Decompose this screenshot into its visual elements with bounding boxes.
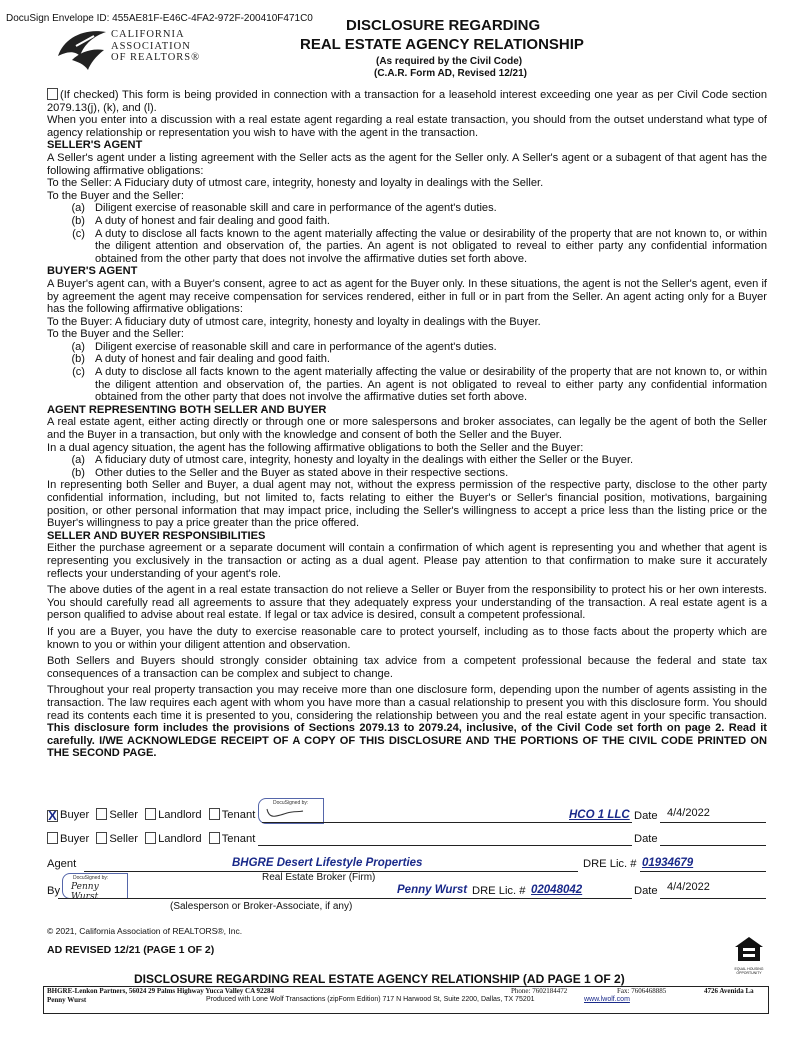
party-row-2: Buyer Seller Landlord Tenant [47,832,255,845]
docusign-signature-box-1[interactable]: DocuSigned by: [258,798,324,824]
buyer-paragraph-1: A Buyer's agent can, with a Buyer's consent, agree to act as agent for the Buyer only. In these situations, the agent is not the Seller's agent, even if by agreement the agent may receive compensation for services rendered, either in full or in part from the Seller. An agent acting only for a Buyer has the following affirmative obligations: [47,277,767,316]
agent-dre-number: 01934679 [642,857,694,869]
footer-property: 4726 Avenida La [704,987,754,995]
by-caption: (Salesperson or Broker-Associate, if any) [170,901,353,912]
buyer-agent-heading: BUYER'S AGENT [47,265,138,278]
date-value-3: 4/4/2022 [667,881,710,893]
buyer-paragraph-3: To the Buyer and the Seller: [47,328,184,341]
dual-paragraph-2: In a dual agency situation, the agent has the following affirmative obligations to both the Seller and the Buyer: [47,441,584,454]
revision-label: AD REVISED 12/21 (PAGE 1 OF 2) [47,944,215,956]
copyright: © 2021, California Association of REALTORS®, Inc. [47,926,243,936]
dual-item-b: (b) Other duties to the Seller and the Buyer as stated above in their respective sections. [71,466,509,479]
firm-caption: Real Estate Broker (Firm) [262,872,376,883]
by-name: Penny Wurst [397,884,468,896]
buyer-item-c: (c) A duty to disclose all facts known to the agent materially affecting the value or desirability of the property that are not known to, or within the diligent attention and observation of, the parties. An agent is not obligated to reveal to either party any confidential information obtained from the other party that does not involve the affirmative duties set forth above. [72,366,767,404]
date-label-2: Date [634,833,658,845]
leasehold-text: (If checked) This form is being provided in connection with a transaction for a leasehold interest exceeding one year as per Civil Code section 2079.13(j), (k), and (l). [47,89,767,114]
dual-paragraph-1: A real estate agent, either acting directly or through one or more salespersons and broker associates, can legally be the agent of both the Seller and the Buyer in a transaction, but only with the knowledge and consent of both the Seller and the Buyer. [47,416,767,442]
resp-paragraph-4: Both Sellers and Buyers should strongly consider obtaining tax advice from a competent professional because the federal and state tax consequences of a transaction can be complex and subject to change. [47,655,767,680]
equal-housing-icon [734,936,764,962]
buyer-item-b: (b) A duty of honest and fair dealing and good faith. [71,353,330,366]
buyer-item-a: (a) Diligent exercise of reasonable skill and care in performance of the agent's duties. [71,340,497,353]
dual-agent-heading: AGENT REPRESENTING BOTH SELLER AND BUYER [47,403,327,416]
date-value-1: 4/4/2022 [667,807,710,819]
tenant-checkbox-2[interactable] [209,832,220,844]
resp-paragraph-2: The above duties of the agent in a real estate transaction do not relieve a Seller or Buyer from the responsibility to protect his or her own interests. You should carefully read all agreements to assure that they adequately express your understanding of the transaction. A real estate agent is a person qualified to advise about real estate. If legal or tax advice is desired, consult a competent professional. [47,584,767,622]
intro-paragraph: When you enter into a discussion with a real estate agent regarding a real estate transaction, you should from the outset understand what type of agency relationship or representation you wish to have with the agent in the transaction. [47,114,767,139]
buyer-checkbox-1[interactable]: X [48,808,57,823]
resp-paragraph-5: Throughout your real property transaction you may receive more than one disclosure form, depending upon the number of agents assisting in the transaction. The law requires each agent with whom you have more than a casual relationship to present you with this disclosure form. You should read its contents each time it is presented to you, considering the relationship between you and the real estate agent in your specific transaction. This disclosure form includes the provisions of Sections 2079.13 to 2079.24, inclusive, of the Civil Code set forth on page 2. Read it carefully. I/WE ACKNOWLEDGE RECEIPT OF A COPY OF THIS DISCLOSURE AND THE PORTIONS OF THE CIVIL CODE PRINTED ON THE SECOND PAGE. [47,684,767,760]
seller-agent-heading: SELLER'S AGENT [47,139,143,152]
buyer-paragraph-2: To the Buyer: A fiduciary duty of utmost care, integrity, honesty and loyalty in dealings with the Buyer. [47,315,541,328]
party1-name: HCO 1 LLC [569,809,630,821]
footer-phone: Phone: 7602184472 [511,987,568,995]
docusign-signature-box-2[interactable]: DocuSigned by: Penny Wurst [62,873,128,899]
landlord-checkbox-2[interactable] [145,832,156,844]
by-dre-number: 02048042 [531,884,583,896]
by-dre-label: DRE Lic. # [472,885,526,897]
logo-line2: ASSOCIATION [111,40,191,52]
zipform-footer [43,986,769,1014]
seller-checkbox-2[interactable] [96,832,107,844]
subtitle-form-id: (C.A.R. Form AD, Revised 12/21) [374,68,528,79]
date-label-3: Date [634,885,658,897]
resp-paragraph-3: If you are a Buyer, you have the duty to exercise reasonable care to protect yourself, including as to those facts about the property which are known to you or within your diligent attention and observation. [47,625,767,651]
agent-label: Agent [47,858,77,870]
agent-dre-label: DRE Lic. # [583,858,637,870]
leasehold-checkbox[interactable] [47,88,58,100]
resp-paragraph-1: Either the purchase agreement or a separate document will contain a confirmation of which agent is representing you and whether that agent is representing you exclusively in the transaction or acting as a dual agent. Please pay attention to that confirmation to make sure it accurately reflects your understanding of your agent's role. [47,542,767,580]
landlord-checkbox-1[interactable] [145,808,156,820]
footer-agent: Penny Wurst [47,996,87,1004]
footer-office: BHGRE-Lenkon Partners, 56024 29 Palms Highway Yucca Valley CA 92284 [47,987,274,995]
seller-paragraph-3: To the Buyer and the Seller: [47,189,184,202]
tenant-checkbox-1[interactable] [209,808,220,820]
agent-firm: BHGRE Desert Lifestyle Properties [232,857,423,869]
acknowledgement-text: This disclosure form includes the provisions of Sections 2079.13 to 2079.24, inclusive, of the Civil Code set forth on page 2. Read it carefully. I/WE ACKNOWLEDGE RECEIPT OF A COPY OF THIS DISCLOSURE AND THE PORTIONS OF THE CIVIL CODE PRINTED ON THE SECOND PAGE. [47,722,767,760]
by-label: By [47,885,61,897]
logo-line3: OF REALTORS® [111,52,201,63]
dual-paragraph-3: In representing both Seller and Buyer, a dual agent may not, without the express permission of the respective party, disclose to the other party confidential information, including, but not limited to, facts relating to either the Buyer's or Seller's financial position, motivations, bargaining position, or other personal information that may impact price, including the Seller's willingness to accept a price less than the listing price or the Buyer's willingness to pay a price greater than the price offered. [47,479,767,530]
signature-scribble-icon [265,805,305,819]
bear-logo-icon [54,26,110,72]
seller-item-b: (b) A duty of honest and fair dealing and good faith. [71,214,330,227]
dual-item-a: (a) A fiduciary duty of utmost care, integrity, honesty and loyalty in the dealings with either the Seller or the Buyer. [71,454,634,467]
seller-item-c: (c) A duty to disclose all facts known to the agent materially affecting the value or desirability of the property that are not known to, or within the diligent attention and observation of, the parties. An agent is not obligated to reveal to either party any confidential information obtained from the other party that does not involve the affirmative duties set forth above. [72,227,767,265]
title-line2: REAL ESTATE AGENCY RELATIONSHIP [300,36,584,53]
logo-line1: CALIFORNIA [111,29,185,40]
date-label-1: Date [634,810,658,822]
footer-produced: Produced with Lone Wolf Transactions (zipForm Edition) 717 N Harwood St, Suite 2200, Dallas, TX 75201 [206,996,535,1003]
car-logo [54,26,244,72]
subtitle-civil-code: (As required by the Civil Code) [376,56,523,67]
footer-fax: Fax: 7606468885 [617,987,667,995]
buyer-checkbox-2[interactable] [47,832,58,844]
by-signature: Penny Wurst [71,882,99,902]
envelope-id: DocuSign Envelope ID: 455AE81F-E46C-4FA2-972F-200410F471C0 [6,13,313,24]
seller-paragraph-1: A Seller's agent under a listing agreement with the Seller acts as the agent for the Seller only. A Seller's agent or a subagent of that agent has the following affirmative obligations: [47,151,767,177]
seller-paragraph-2: To the Seller: A Fiduciary duty of utmost care, integrity, honesty and loyalty in dealings with the Seller. [47,177,544,190]
seller-item-a: (a) Diligent exercise of reasonable skill and care in performance of the agent's duties. [71,202,497,215]
responsibilities-heading: SELLER AND BUYER RESPONSIBILITIES [47,529,266,542]
footer-title: DISCLOSURE REGARDING REAL ESTATE AGENCY RELATIONSHIP (AD PAGE 1 OF 2) [134,972,625,986]
party-row-1: X Buyer Seller Landlord Tenant [48,808,256,823]
footer-url-link[interactable]: www.lwolf.com [584,996,630,1003]
seller-checkbox-1[interactable] [96,808,107,820]
title-line1: DISCLOSURE REGARDING [346,17,541,34]
equal-housing-logo: EQUAL HOUSING OPPORTUNITY [731,936,767,972]
disclosure-body [47,88,767,760]
